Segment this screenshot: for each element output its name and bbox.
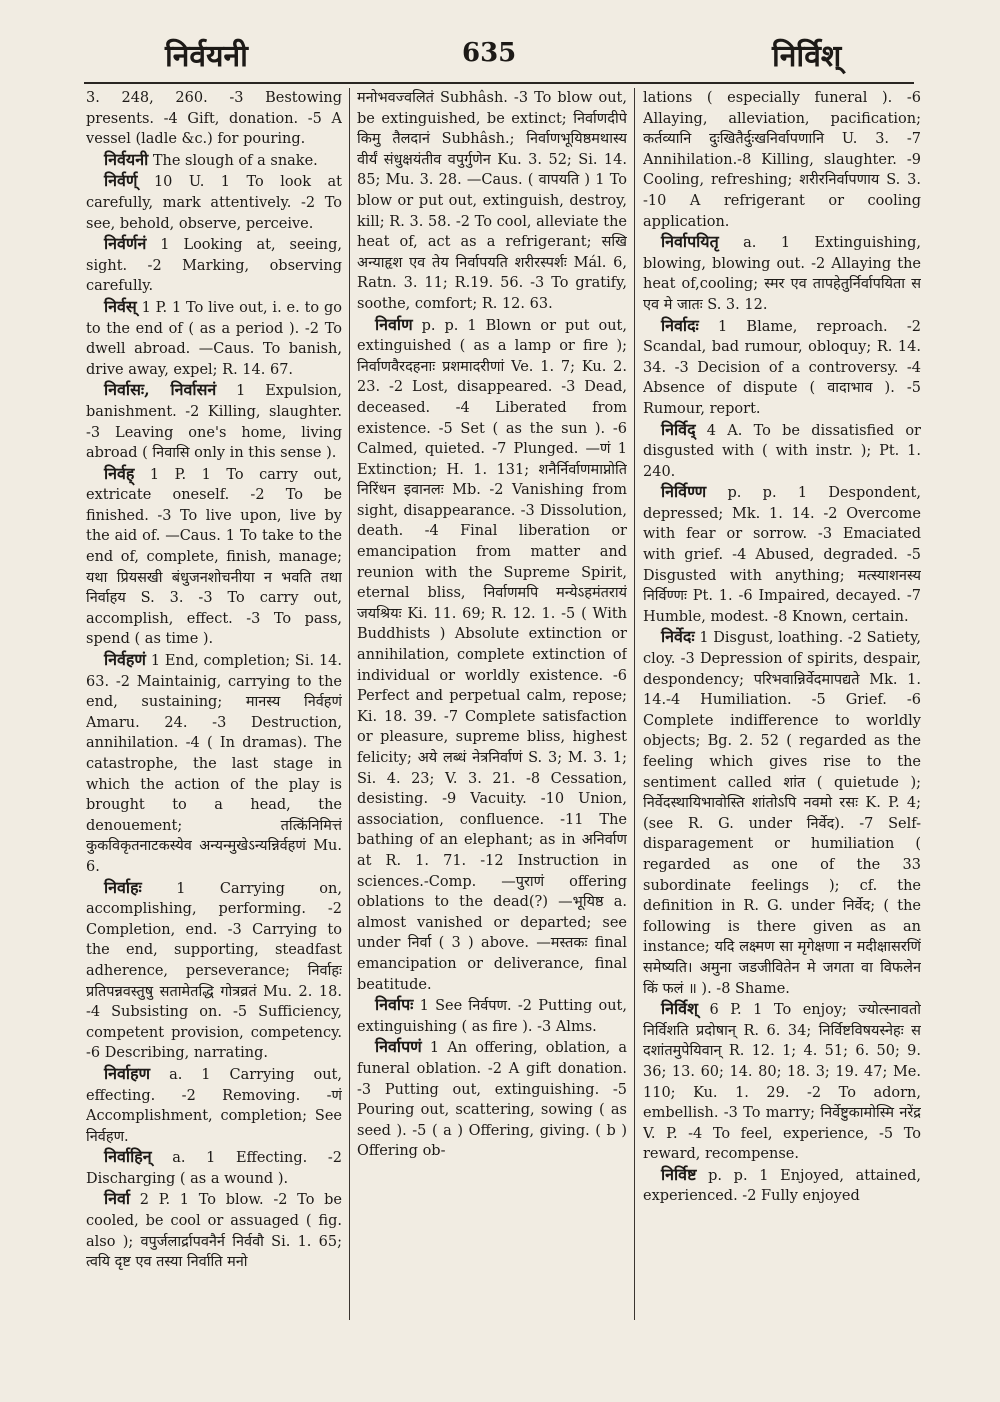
page-header (0, 30, 1000, 80)
entry-text: 3. 248, 260. -3 Bestowing presents. -4 Gift, donation. -5 A vessel (ladle &c.) for pouring. (86, 90, 342, 148)
entry-text: 1 Disgust, loathing. -2 Satiety, cloy. -3 Depression of spirits, despair, despondency; परिभवान्निर्वेदमापद्यते Mk. 1. 14.-4 Humiliation. -5 Grief. -6 Complete indifference to worldly objects; Bg. 2. 52 ( regarded as the feeling which gives rise to the sentiment called शांत ( quietude ); निर्वेदस्थायिभावोस्ति शांतोऽपि नवमो रसः K. P. 4; (see R. G. under निर्वेद). -7 Self-disparagement or humiliation ( regarded as one of the 33 subordinate feelings ); cf. the definition in R. G. under निर्वेद; ( the following is there given as an instance; यदि लक्ष्मण सा मृगेक्षणा न मदीक्षासरणिं समेष्यति। अमुना जडजीवितेन मे जगता वा विफलेन किं फलं ॥ ). -8 Shame. (643, 630, 921, 997)
entry-text: मनोभवज्वलितं Subhâsh. -3 To blow out, be extinguished, be extinct; निर्वाणदीपे किमु तैलदानं Subhâsh.; निर्वाणभूयिष्ठमथास्य वीर्यं संधुक्षयंतीव वपुर्गुणेन Ku. 3. 52; Si. 14. 85; Mu. 3. 28. —Caus. ( वापयति ) 1 To blow or put out, extinguish, destroy, kill; R. 3. 58. -2 To cool, alleviate the heat of, act as a refrigerant; सखि अन्याहृश एव तेय निर्वापयति शरीरस्पर्शः Mál. 6, Ratn. 3. 11; R.19. 56. -3 To gratify, soothe, comfort; R. 12. 63. (357, 90, 627, 312)
dictionary-entry (86, 464, 342, 650)
dictionary-entry (357, 315, 627, 996)
entry-text: 10 U. 1 To look at carefully, mark attentively. -2 To see, behold, observe, perceive. (86, 174, 342, 232)
dictionary-entry (643, 999, 921, 1165)
entry-headword: निर्वर्णनं (104, 234, 147, 254)
entry-headword: निर्वर्ण् (104, 171, 138, 191)
dictionary-entry (643, 627, 921, 999)
entry-headword: निर्वयनी (104, 149, 149, 169)
entry-headword: निर्वह् (104, 463, 135, 483)
entry-headword: निर्विद् (661, 419, 696, 439)
entry-text: a. 1 Effecting. -2 Discharging ( as a wound ). (86, 1150, 342, 1187)
dictionary-entry (643, 482, 921, 627)
entry-text: 1 Expulsion, banishment. -2 Killing, slaughter. -3 Leaving one's home, living abroad ( निवासि only in this sense ). (86, 383, 342, 462)
dictionary-entry (86, 297, 342, 380)
entry-text: 4 A. To be dissatisfied or disgusted with ( with instr. ); Pt. 1. 240. (643, 422, 921, 480)
entry-headword: निर्वेदः (661, 627, 695, 647)
entry-headword: निर्वाहण (104, 1063, 151, 1083)
dictionary-column-2 (357, 88, 627, 1318)
dictionary-entry (643, 316, 921, 420)
entry-text: 1 End, completion; Si. 14. 63. -2 Maintainig, carrying to the end, sustaining; मानस्य निर्वहणं Amaru. 24. -3 Destruction, annihilation. -4 ( In dramas). The catastrophe, the last stage in which the action of the play is brought to a head, the denouement; तत्किंनिमित्तं कुकविकृतनाटकस्येव अन्यन्मुखेऽन्यन्निर्वहणं Mu. 6. (86, 653, 342, 875)
entry-headword: निर्वस् (104, 296, 137, 316)
left-running-headword: निर्वयनी (165, 39, 248, 74)
entry-text: 2 P. 1 To blow. -2 To be cooled, be cool or assuaged ( fig. also ); वपुर्जलार्द्रापवनैर्न निर्ववौ Si. 1. 65; त्वयि दृष्ट एव तस्या निर्वाति मनो (86, 1192, 342, 1271)
column-divider-1 (349, 88, 350, 1320)
dictionary-entry (86, 1147, 342, 1189)
entry-headword: निर्वाण (375, 314, 413, 334)
entry-text: p. p. 1 Blown or put out, extinguished ( as a lamp or fire ); निर्वाणवैरदहनाः प्रशमादरीणां Ve. 1. 7; Ku. 2. 23. -2 Lost, disappeared. -3 Dead, deceased. -4 Liberated from existence. -5 Set ( as the sun ). -6 Calmed, quieted. -7 Plunged. —णं 1 Extinction; H. 1. 131; शनैर्निर्वाणमाप्नोति निरिंधन इवानलः Mb. -2 Vanishing from sight, disappearance. -3 Dissolution, death. -4 Final liberation or emancipation from matter and reunion with the Supreme Spirit, eternal bliss, निर्वाणमपि मन्येऽहमंतरायं जयश्रियः Ki. 11. 69; R. 12. 1. -5 ( With Buddhists ) Absolute extinction or annihilation, complete extinction of individual or worldly existence. -6 Perfect and perpetual calm, repose; Ki. 18. 39. -7 Complete satisfaction or pleasure, supreme bliss, highest felicity; अये लब्धं नेत्रनिर्वाणं S. 3; M. 3. 1; Si. 4. 23; V. 3. 21. -8 Cessation, desisting. -9 Vacuity. -10 Union, association, confluence. -11 The bathing of an elephant; as in अनिर्वाण at R. 1. 71. -12 Instruction in sciences.-Comp. —पुराणं offering oblations to the dead(?) —भूयिष्ठ a. almost vanished or departed; see under निर्वा ( 3 ) above. —मस्तकः final emancipation or deliverance, final beatitude. (357, 317, 627, 993)
entry-text: p. p. 1 Despondent, depressed; Mk. 1. 14. -2 Overcome with fear or sorrow. -3 Emaciated with grief. -4 Abused, degraded. -5 Disgusted with anything; मत्स्याशनस्य निर्विण्णः Pt. 1. -6 Impaired, decayed. -7 Humble, modest. -8 Known, certain. (643, 485, 921, 625)
entry-text: 1 Carrying on, accomplishing, performing. -2 Completion, end. -3 Carrying to the end, supporting, steadfast adherence, perseverance; निर्वाहः प्रतिपन्नवस्तुषु सतामेतद्धि गोत्रव्रतं Mu. 2. 18. -4 Subsisting on. -5 Sufficiency, competent provision, competency. -6 Describing, narrating. (86, 880, 342, 1062)
dictionary-entry (86, 1064, 342, 1147)
dictionary-entry (643, 420, 921, 483)
entry-text: The slough of a snake. (148, 152, 318, 169)
entry-headword: निर्विण्ण (661, 482, 707, 502)
entry-headword: निर्वासः, निर्वासनं (104, 380, 217, 400)
entry-headword: निर्वापयितृ (661, 232, 719, 252)
dictionary-entry (357, 1037, 627, 1162)
dictionary-entry (86, 380, 342, 463)
page-number: 635 (462, 38, 517, 68)
entry-headword: निर्वादः (661, 315, 699, 335)
dictionary-entry (643, 1165, 921, 1207)
dictionary-entry (643, 88, 921, 232)
dictionary-entry (86, 878, 342, 1064)
entry-headword: निर्वा (104, 1189, 131, 1209)
dictionary-entry (86, 150, 342, 172)
dictionary-entry (86, 171, 342, 234)
dictionary-entry (357, 88, 627, 315)
right-running-headword: निर्विश् (772, 39, 842, 74)
dictionary-entry (86, 88, 342, 150)
entry-text: 1 An offering, oblation, a funeral oblation. -2 A gift donation. -3 Putting out, extinguishing. -5 Pouring out, scattering, sowing ( as seed ). -5 ( a ) Offering, giving. ( b ) Offering ob- (357, 1040, 627, 1160)
entry-text: a. 1 Extinguishing, blowing, blowing out. -2 Allaying the heat of,cooling; स्मर एव तापहेतुर्निर्वापयिता स एव मे जातः S. 3. 12. (643, 235, 921, 313)
entry-text: 1 Looking at, seeing, sight. -2 Marking, observing carefully. (86, 237, 342, 295)
dictionary-column-1 (86, 88, 342, 1318)
column-divider-2 (634, 88, 635, 1320)
header-rule (84, 82, 914, 84)
entry-text: 1 Blame, reproach. -2 Scandal, bad rumour, obloquy; R. 14. 34. -3 Decision of a controversy. -4 Absence of dispute ( वादाभाव ). -5 Rumour, report. (643, 318, 921, 417)
dictionary-entry (86, 234, 342, 297)
dictionary-entry (86, 650, 342, 878)
entry-text: p. p. 1 Enjoyed, attained, experienced. -2 Fully enjoyed (643, 1167, 921, 1205)
entry-headword: निर्वापणं (375, 1037, 422, 1057)
dictionary-column-3 (643, 88, 921, 1318)
entry-headword: निर्विश् (661, 999, 698, 1019)
entry-headword: निर्वापः (375, 995, 414, 1015)
entry-text: 1 P. 1 To live out, i. e. to go to the end of ( as a period ). -2 To dwell abroad. —Caus. To banish, drive away, expel; R. 14. 67. (86, 299, 342, 378)
entry-headword: निर्विष्ट (661, 1164, 697, 1184)
entry-headword: निर्वहणं (104, 650, 146, 670)
entry-headword: निर्वाहः (104, 877, 142, 897)
entry-text: 1 P. 1 To carry out, extricate oneself. -2 To be finished. -3 To live upon, live by the aid of. —Caus. 1 To take to the end of, complete, finish, manage; यथा प्रियसखी बंधुजनशोचनीया न भवति तथा निर्वाहय S. 3. -3 To carry out, accomplish, effect. -3 To pass, spend ( as time ). (86, 466, 342, 648)
dictionary-entry (86, 1189, 342, 1272)
entry-text: lations ( especially funeral ). -6 Allaying, alleviation, pacification; कर्तव्यानि दुःखितैर्दुःखनिर्वापणानि U. 3. -7 Annihilation.-8 Killing, slaughter. -9 Cooling, refreshing; शरीरनिर्वापणाय S. 3. -10 A refrigerant or cooling application. (643, 90, 921, 230)
entry-text: a. 1 Carrying out, effecting. -2 Removing. -णं Accomplishment, completion; See निर्वहण. (86, 1066, 342, 1145)
dictionary-entry (643, 232, 921, 315)
entry-headword: निर्वाहिन् (104, 1147, 152, 1167)
entry-text: 1 See निर्वपण. -2 Putting out, extinguishing ( as fire ). -3 Alms. (357, 998, 627, 1035)
dictionary-entry (357, 995, 627, 1037)
entry-text: 6 P. 1 To enjoy; ज्योत्स्नावतो निर्विशति प्रदोषान् R. 6. 34; निर्विष्टविषयस्नेहः स दशांतमुपेयिवान् R. 12. 1; 4. 51; 6. 50; 9. 36; 13. 60; 14. 80; 18. 3; 19. 47; Me. 110; Ku. 1. 29. -2 To adorn, embellish. -3 To marry; निर्वेष्टुकामोस्मि नरेंद्र V. P. -4 To feel, experience, -5 To reward, recompense. (643, 1002, 921, 1163)
